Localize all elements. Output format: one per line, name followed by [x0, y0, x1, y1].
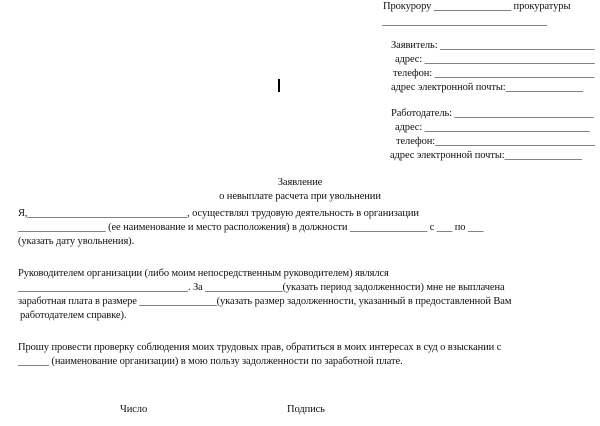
- paragraph2-line1: Руководителем организации (либо моим непосредственным руководителем) являлся: [18, 268, 389, 279]
- applicant-phone: телефон: _______________________________: [393, 68, 595, 79]
- signature-label: Подпись: [287, 404, 325, 415]
- date-label: Число: [120, 404, 148, 415]
- document-title: Заявление: [277, 177, 323, 188]
- text-cursor: [278, 79, 280, 92]
- applicant-label: Заявитель: ______________________________: [391, 40, 595, 51]
- paragraph1-line2: _________________ (ее наименование и место расположения) в должности _______________ с ___ по ___: [18, 222, 484, 233]
- employer-address: адрес: ________________________________: [395, 122, 590, 133]
- paragraph2-line4: работодателем справке).: [20, 310, 127, 321]
- employer-phone: телефон:_______________________________: [396, 136, 595, 147]
- applicant-address: адрес: _________________________________: [395, 54, 595, 65]
- paragraph1-line1: Я,_______________________________, осуществлял трудовую деятельность в организации: [18, 208, 419, 219]
- employer-email: адрес электронной почты:_______________: [390, 150, 582, 161]
- applicant-email: адрес электронной почты:_______________: [391, 82, 583, 93]
- header-prosecutor: Прокурору _______________ прокуратуры: [383, 1, 571, 12]
- paragraph1-line3: (указать дату увольнения).: [18, 236, 135, 247]
- document-subtitle: о невыплате расчета при увольнении: [219, 191, 381, 202]
- header-prosecutor-underline: ________________________________: [382, 16, 547, 27]
- employer-label: Работодатель: ___________________________: [391, 108, 594, 119]
- paragraph2-line2: _________________________________. За _______________(указать период задолженности) мне не выплачена: [18, 282, 505, 293]
- paragraph2-line3: заработная плата в размере _______________(указать размер задолженности, указанный в предоставленной Вам: [18, 296, 512, 307]
- paragraph3-line2: ______ (наименование организации) в мою пользу задолженности по заработной плате.: [18, 356, 403, 367]
- paragraph3-line1: Прошу провести проверку соблюдения моих трудовых прав, обратиться в моих интересах в суд о взыскании с: [18, 342, 502, 353]
